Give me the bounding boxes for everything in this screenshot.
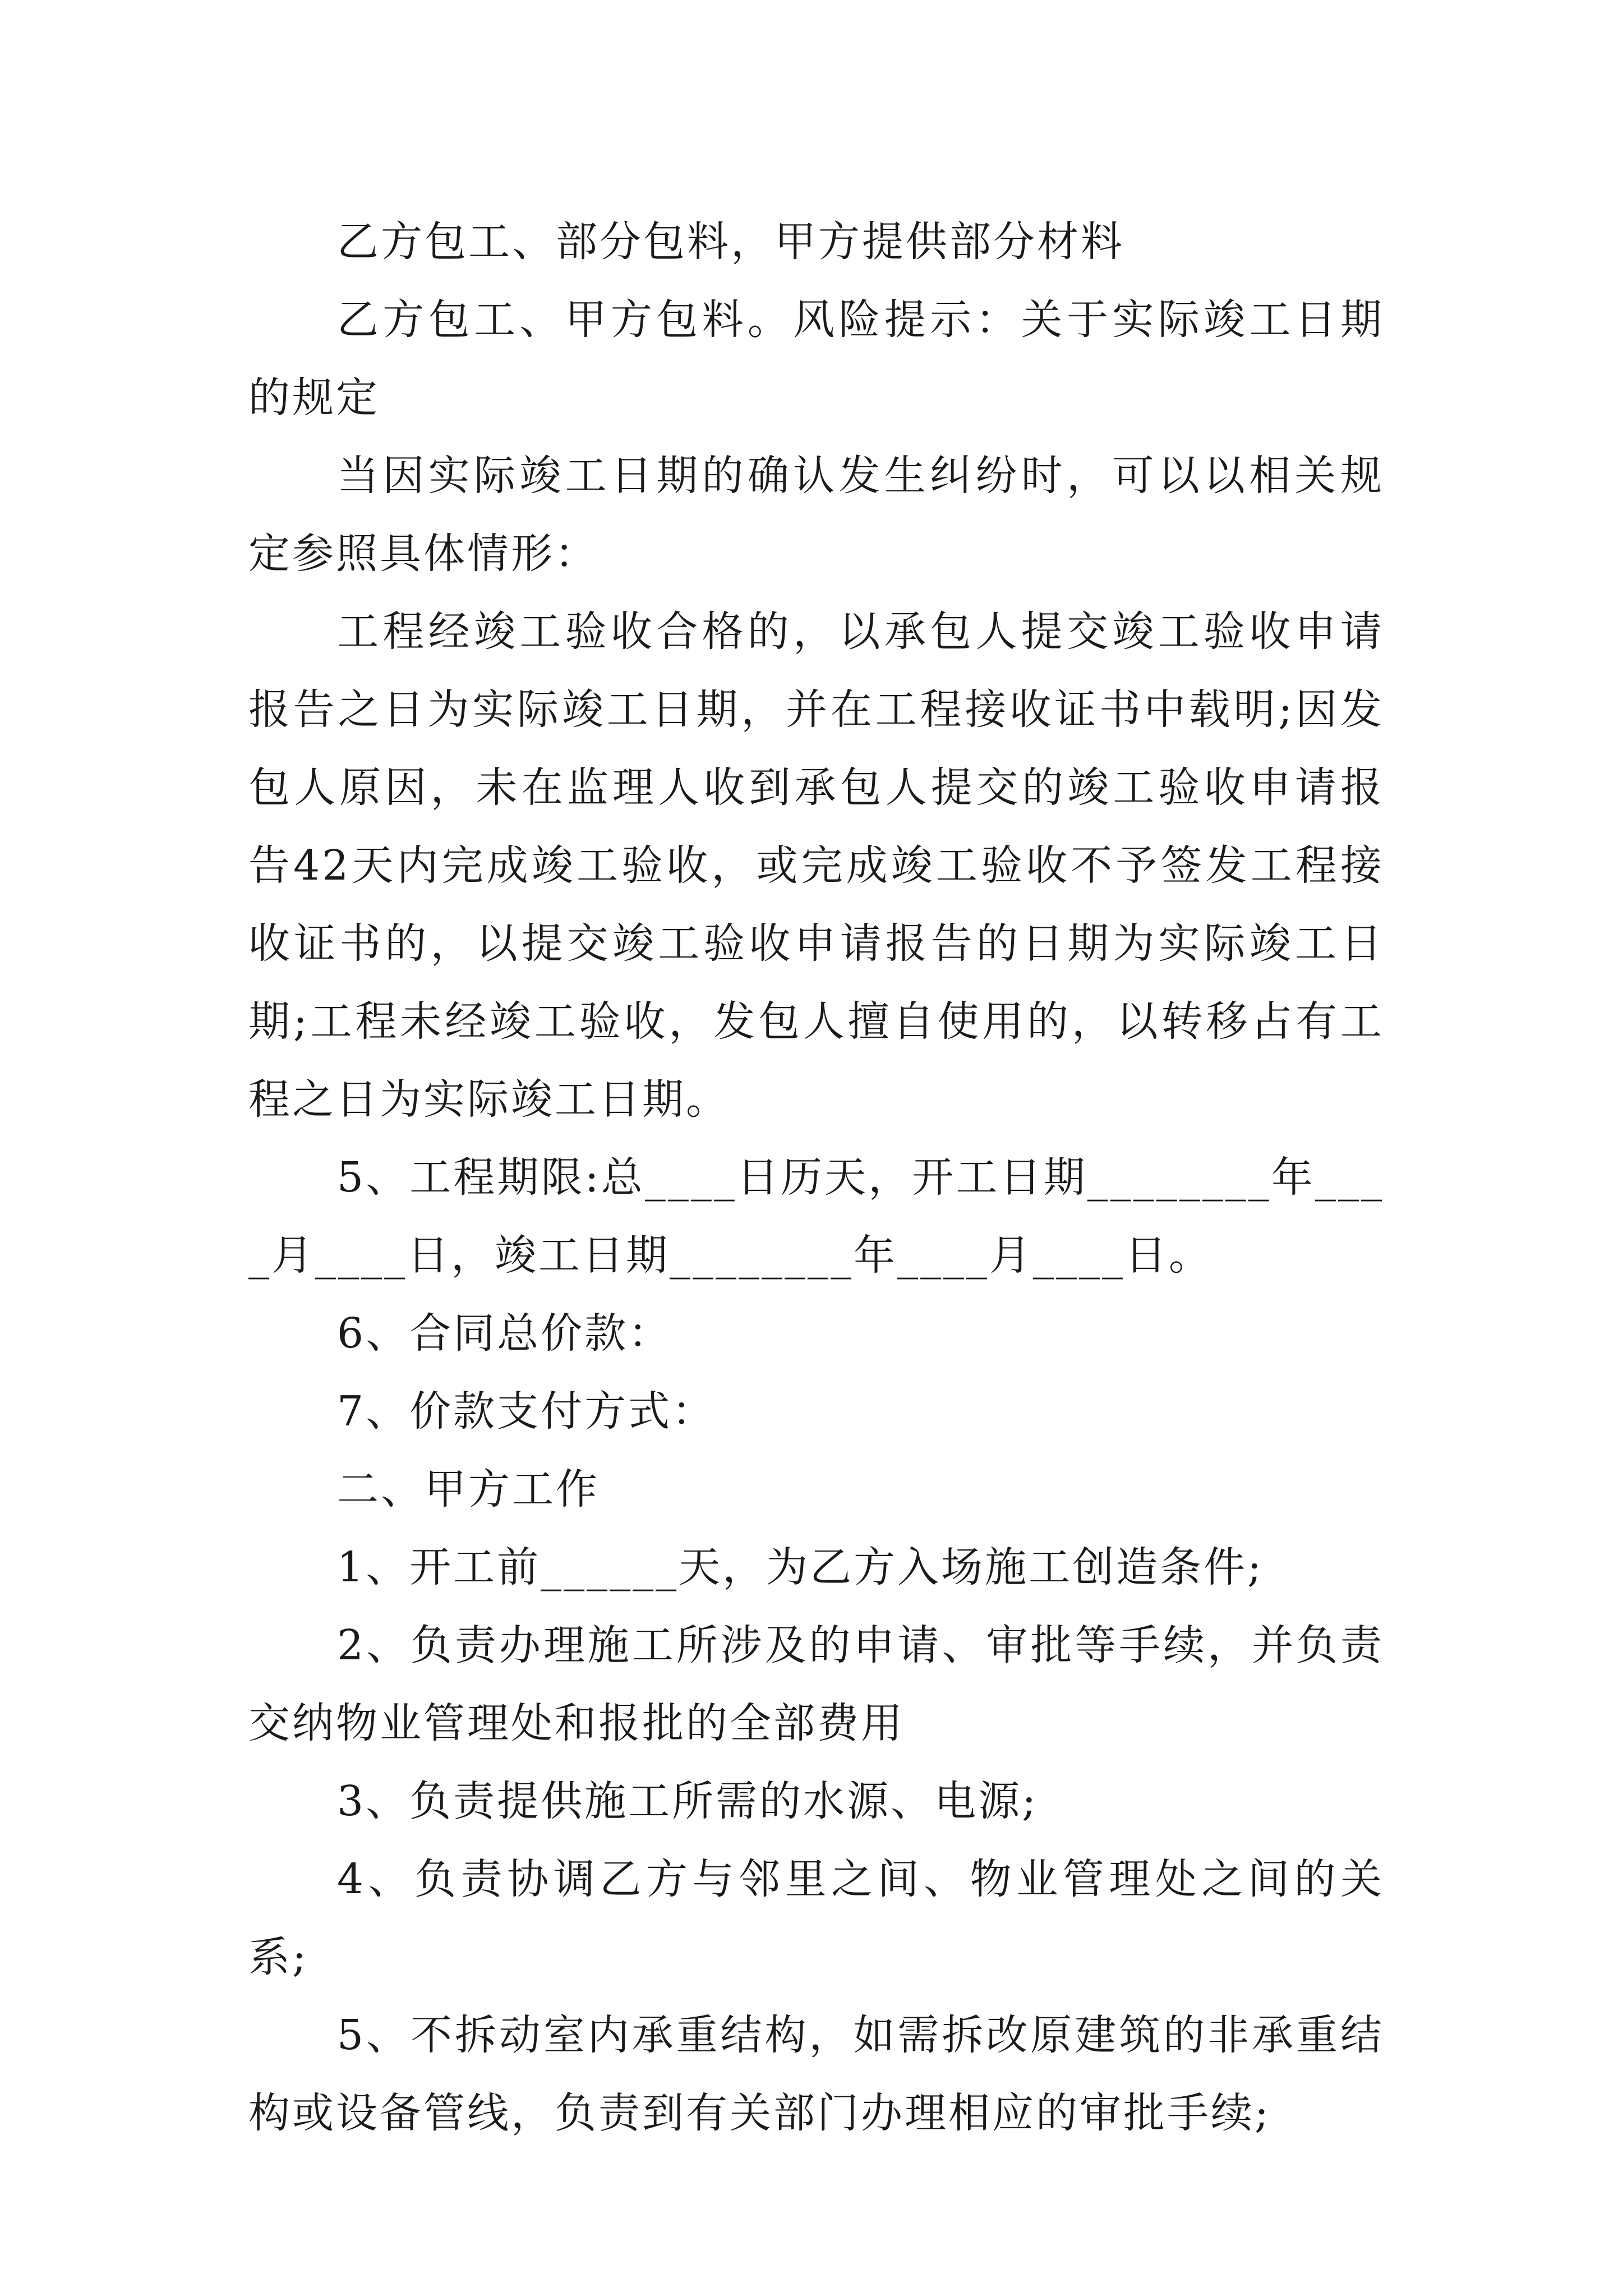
paragraph-dispute-intro: 当因实际竣工日期的确认发生纠纷时，可以以相关规定参照具体情形： xyxy=(248,452,1384,578)
paragraph-duty-4: 4、负责协调乙方与邻里之间、物业管理处之间的关系; xyxy=(248,1855,1384,1981)
paragraph-project-duration: 5、工程期限:总____日历天，开工日期________年____月____日，竣工日期________年____月____日。 xyxy=(248,1153,1384,1280)
paragraph-completion-date-rules: 工程经竣工验收合格的，以承包人提交竣工验收申请报告之日为实际竣工日期，并在工程接收证书中载明;因发包人原因，未在监理人收到承包人提交的竣工验收申请报告42天内完成竣工验收，或完成竣工验收不予签发工程接收证书的，以提交竣工验收申请报告的日期为实际竣工日期;工程未经竣工验收，发包人擅自使用的，以转移占有工程之日为实际竣工日期。 xyxy=(248,608,1384,1124)
paragraph-duty-5: 5、不拆动室内承重结构，如需拆改原建筑的非承重结构或设备管线，负责到有关部门办理相应的审批手续; xyxy=(248,2011,1384,2137)
paragraph-material-partial: 乙方包工、部分包料，甲方提供部分材料 xyxy=(337,218,1124,266)
paragraph-material-full-risk-note: 乙方包工、甲方包料。风险提示：关于实际竣工日期的规定 xyxy=(248,296,1384,422)
paragraph-duty-3: 3、负责提供施工所需的水源、电源; xyxy=(337,1777,1039,1825)
paragraph-contract-price: 6、合同总价款： xyxy=(337,1309,672,1358)
paragraph-duty-2: 2、负责办理施工所涉及的申请、审批等手续，并负责交纳物业管理处和报批的全部费用 xyxy=(248,1621,1384,1747)
paragraph-payment-method: 7、价款支付方式： xyxy=(337,1387,716,1435)
paragraph-duty-1: 1、开工前______天，为乙方入场施工创造条件; xyxy=(337,1543,1264,1591)
document-body xyxy=(248,203,1384,2152)
section-heading-party-a-duties: 二、甲方工作 xyxy=(337,1465,600,1513)
